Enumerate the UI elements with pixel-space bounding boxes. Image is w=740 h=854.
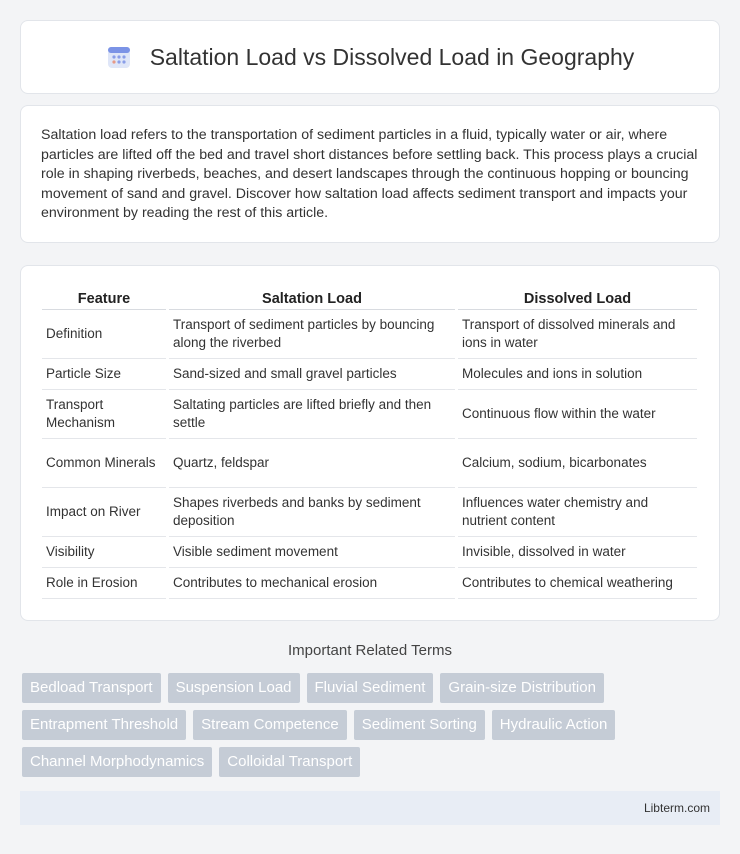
table-cell-dissolved: Molecules and ions in solution [458,359,697,390]
table-cell-feature: Visibility [42,537,166,568]
page-header [20,20,720,94]
table-row [42,537,697,568]
tag-stream-competence[interactable]: Stream Competence [193,710,347,740]
tag-grain-size-distribution[interactable]: Grain-size Distribution [440,673,604,703]
table-cell-feature: Common Minerals [42,439,166,488]
table-row [42,488,697,537]
tag-sediment-sorting[interactable]: Sediment Sorting [354,710,485,740]
table-cell-feature: Definition [42,310,166,359]
table-cell-dissolved: Invisible, dissolved in water [458,537,697,568]
table-row [42,310,697,359]
header-dissolved-load: Dissolved Load [458,286,697,310]
footer-brand[interactable]: Libterm.com [643,801,710,815]
footer [20,791,720,825]
comparison-table-card [20,265,720,621]
table-cell-saltation: Transport of sediment particles by bouncing along the riverbed [169,310,455,359]
table-cell-feature: Role in Erosion [42,568,166,599]
tag-channel-morphodynamics[interactable]: Channel Morphodynamics [22,747,212,777]
table-cell-dissolved: Calcium, sodium, bicarbonates [458,439,697,488]
table-cell-dissolved: Transport of dissolved minerals and ions in water [458,310,697,359]
table-cell-feature: Impact on River [42,488,166,537]
tag-bedload-transport[interactable]: Bedload Transport [22,673,161,703]
page-title: Saltation Load vs Dissolved Load in Geography [149,43,635,70]
table-cell-saltation: Visible sediment movement [169,537,455,568]
table-cell-saltation: Saltating particles are lifted briefly and then settle [169,390,455,439]
tag-colloidal-transport[interactable]: Colloidal Transport [219,747,360,777]
table-header-row [42,286,697,310]
intro-text: Saltation load refers to the transportation of sediment particles in a fluid, typically water or air, where particles are lifted off the bed and travel short distances before settling back. This process plays a crucial role in shaping riverbeds, beaches, and desert landscapes through the continuous hopping or bouncing movement of sand and gravel. Discover how saltation load affects sediment transport and impacts your environment by reading the rest of this article. [41,127,698,221]
calendar-grid-icon [106,44,132,70]
tag-suspension-load[interactable]: Suspension Load [168,673,300,703]
table-cell-dissolved: Influences water chemistry and nutrient content [458,488,697,537]
header-saltation-load: Saltation Load [169,286,455,310]
table-row [42,390,697,439]
intro-section [20,105,720,243]
table-row [42,439,697,488]
table-cell-saltation: Quartz, feldspar [169,439,455,488]
table-cell-dissolved: Contributes to chemical weathering [458,568,697,599]
related-terms-list [22,673,712,777]
table-cell-saltation: Shapes riverbeds and banks by sediment deposition [169,488,455,537]
table-cell-saltation: Contributes to mechanical erosion [169,568,455,599]
table-cell-feature: Transport Mechanism [42,390,166,439]
comparison-table [39,286,700,599]
header-feature: Feature [42,286,166,310]
table-cell-feature: Particle Size [42,359,166,390]
tag-hydraulic-action[interactable]: Hydraulic Action [492,710,616,740]
tag-entrapment-threshold[interactable]: Entrapment Threshold [22,710,186,740]
table-row [42,359,697,390]
table-cell-dissolved: Continuous flow within the water [458,390,697,439]
tag-fluvial-sediment[interactable]: Fluvial Sediment [307,673,434,703]
related-terms-title: Important Related Terms [288,642,452,659]
table-cell-saltation: Sand-sized and small gravel particles [169,359,455,390]
table-row [42,568,697,599]
